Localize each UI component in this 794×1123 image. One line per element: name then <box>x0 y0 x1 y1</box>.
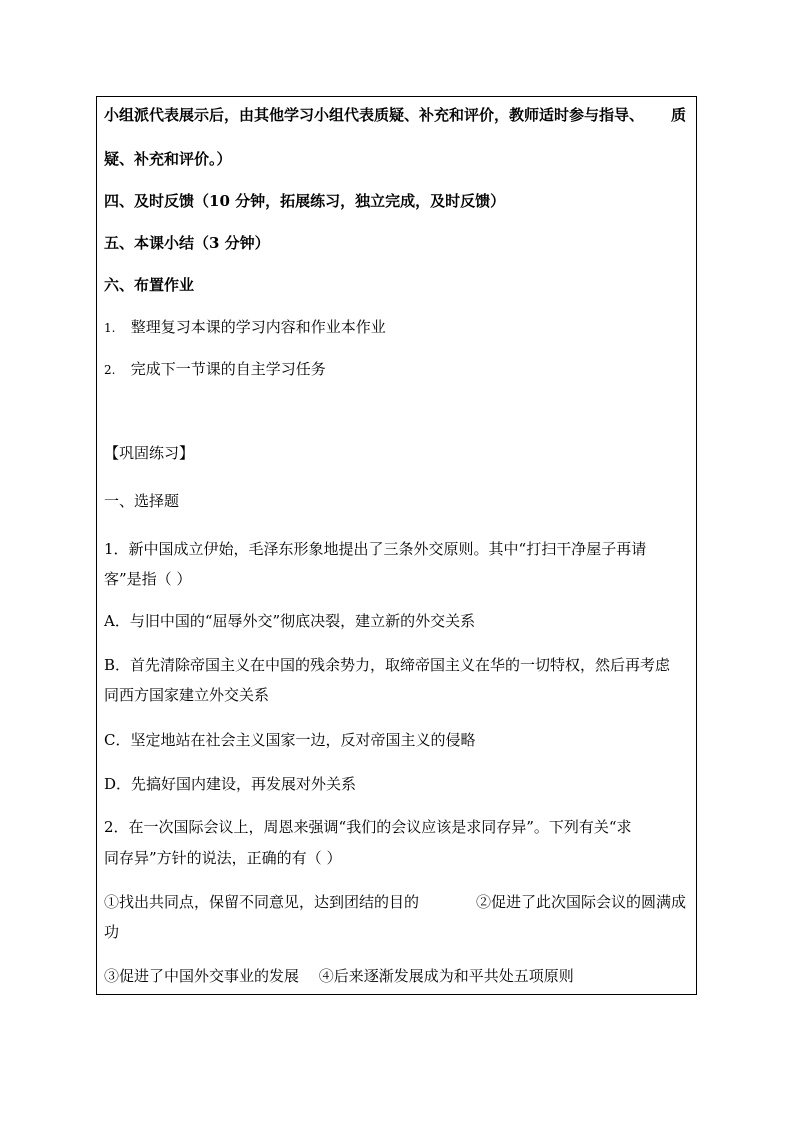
text-segment: 小组派代表展示后，由其他学习小组代表质疑、补充和评价，教师适时参与指导、 <box>104 106 645 124</box>
homework-item <box>104 317 386 338</box>
option-b: B．首先清除帝国主义在中国的残余势力，取缔帝国主义在华的一切特权，然后再考虑 <box>104 656 671 674</box>
item-number: 2. <box>104 363 116 377</box>
text-segment: 质 <box>670 106 686 124</box>
item-text: 完成下一节课的自主学习任务 <box>130 360 326 378</box>
question-text: 1．新中国成立伊始，毛泽东形象地提出了三条外交原则。其中“打扫干净屋子再请 <box>104 540 647 558</box>
paragraph-line <box>104 105 686 125</box>
question-text: 2．在一次国际会议上，周恩来强调“我们的会议应该是求同存异”。下列有关“求 <box>104 818 632 836</box>
option-c: C．坚定地站在社会主义国家一边，反对帝国主义的侵略 <box>104 731 476 749</box>
option-b: 同西方国家建立外交关系 <box>104 686 270 704</box>
statement-1: ①找出共同点，保留不同意见，达到团结的目的 <box>104 893 420 911</box>
statement-line: 功 <box>104 923 120 941</box>
item-number: 1. <box>104 321 116 335</box>
heading-feedback: 四、及时反馈（10 分钟，拓展练习，独立完成，及时反馈） <box>104 192 506 210</box>
statement-line <box>104 892 686 912</box>
practice-title: 【巩固练习】 <box>104 444 195 462</box>
section-title: 一、选择题 <box>104 492 180 510</box>
heading-summary: 五、本课小结（3 分钟） <box>104 234 270 252</box>
paragraph-line: 疑、补充和评价。） <box>104 150 232 168</box>
item-text: 整理复习本课的学习内容和作业本作业 <box>130 318 386 336</box>
statement-2: ②促进了此次国际会议的圆满成 <box>475 893 686 911</box>
option-a: A．与旧中国的“屈辱外交”彻底决裂，建立新的外交关系 <box>104 612 476 630</box>
homework-item <box>104 359 326 380</box>
question-text: 客”是指（ ） <box>104 570 192 588</box>
option-d: D．先搞好国内建设，再发展对外关系 <box>104 775 357 793</box>
question-text: 同存异”方针的说法，正确的有（ ） <box>104 849 342 867</box>
heading-homework: 六、布置作业 <box>104 276 195 294</box>
statement-line: ③促进了中国外交事业的发展 ④后来逐渐发展成为和平共处五项原则 <box>104 967 574 985</box>
